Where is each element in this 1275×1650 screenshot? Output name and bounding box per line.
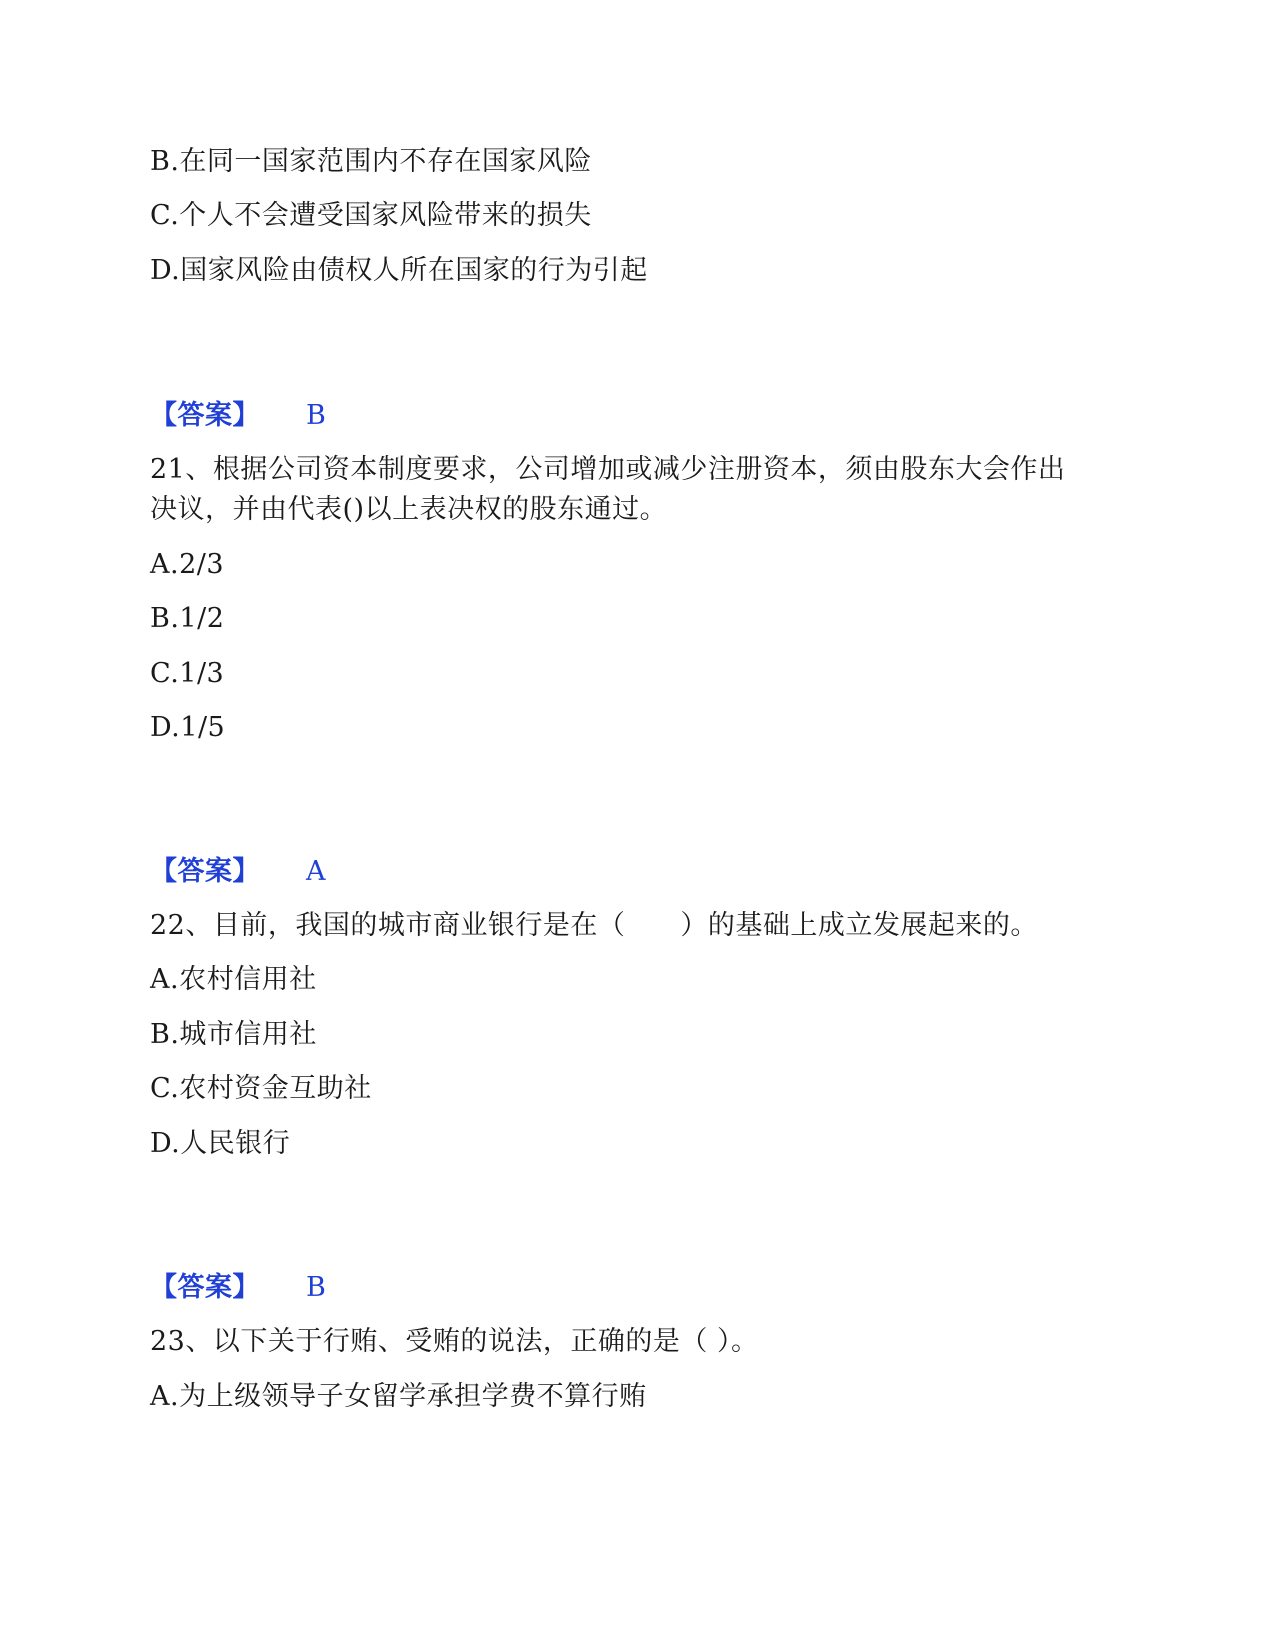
question-21-stem-line2: 决议，并由代表()以上表决权的股东通过。 — [150, 494, 668, 525]
question-21-option-d: D.1/5 — [150, 712, 226, 743]
option-c: C.个人不会遭受国家风险带来的损失 — [150, 200, 592, 231]
answer-label: 【答案】 — [150, 400, 260, 431]
question-23-option-a: A.为上级领导子女留学承担学费不算行贿 — [150, 1381, 647, 1412]
question-22-option-a: A.农村信用社 — [150, 964, 317, 995]
answer-value: B — [306, 400, 327, 431]
answer-label: 【答案】 — [150, 1272, 260, 1303]
question-21-option-b: B.1/2 — [150, 603, 225, 634]
option-b: B.在同一国家范围内不存在国家风险 — [150, 146, 592, 177]
question-22-option-d: D.人民银行 — [150, 1128, 291, 1159]
answer-line — [150, 396, 326, 436]
option-d: D.国家风险由债权人所在国家的行为引起 — [150, 255, 648, 286]
question-21-option-a: A.2/3 — [150, 549, 225, 580]
answer-label: 【答案】 — [150, 856, 260, 887]
answer-value: A — [306, 856, 326, 887]
answer-value: B — [306, 1272, 327, 1303]
question-21-option-c: C.1/3 — [150, 658, 225, 689]
question-23-stem: 23、以下关于行贿、受贿的说法，正确的是（ ）。 — [150, 1326, 759, 1357]
question-22-stem: 22、目前，我国的城市商业银行是在（ ）的基础上成立发展起来的。 — [150, 910, 1038, 941]
answer-line — [150, 852, 326, 892]
answer-line — [150, 1268, 326, 1308]
question-22-option-b: B.城市信用社 — [150, 1019, 317, 1050]
question-21-stem-line1: 21、根据公司资本制度要求，公司增加或减少注册资本，须由股东大会作出 — [150, 454, 1066, 485]
question-22-option-c: C.农村资金互助社 — [150, 1073, 372, 1104]
